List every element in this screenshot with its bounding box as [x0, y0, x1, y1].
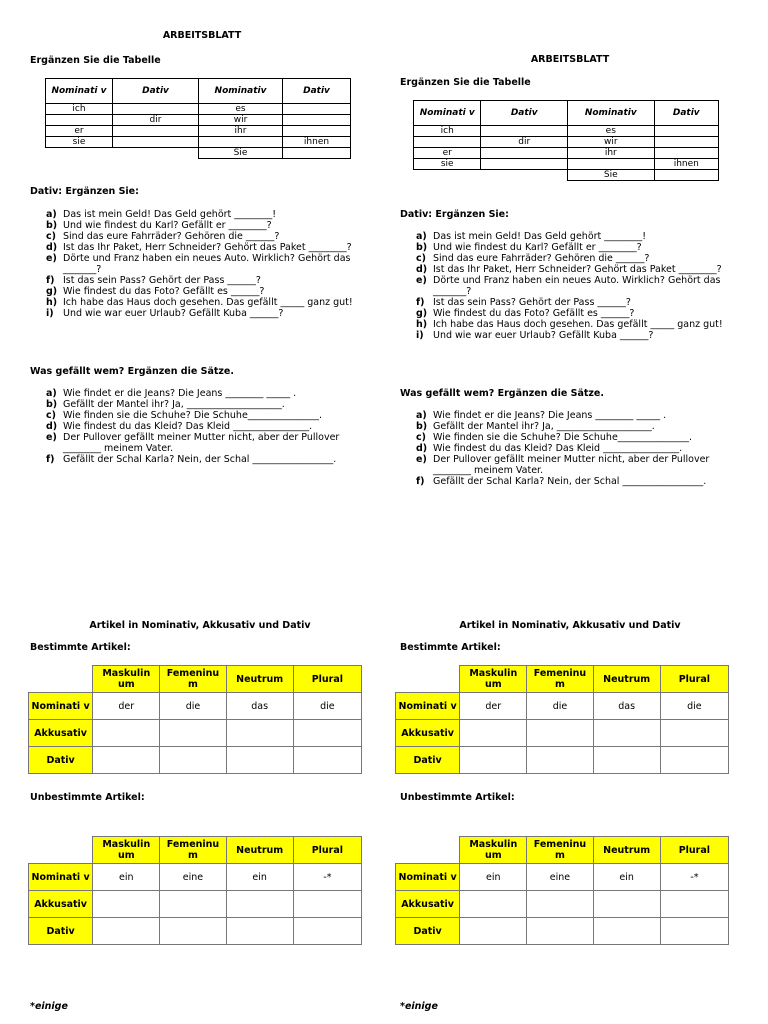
artikel-cell	[660, 891, 728, 918]
exercise-item: i) Und wie war euer Urlaub? Gefällt Kuba ______?	[46, 308, 284, 319]
dativ-exercise-list	[30, 209, 360, 319]
artikel-cell: die	[660, 693, 728, 720]
gefaellt-exercise-list	[400, 410, 736, 487]
exercise-item: b) Und wie findest du Karl? Gefällt er ________?	[46, 220, 272, 231]
pronoun-cell	[654, 126, 718, 137]
pronoun-cell	[414, 170, 481, 181]
artikel-cell	[93, 891, 160, 918]
exercise-item: e) Der Pullover gefällt meiner Mutter nicht, aber der Pullover ________ meinem Vater.	[416, 454, 710, 476]
exercise-item: a) Wie findet er die Jeans? Die Jeans ________ _____ .	[416, 410, 667, 421]
tabelle-heading: Ergänzen Sie die Tabelle	[30, 55, 161, 66]
artikel-cell	[293, 891, 361, 918]
pronoun-header: Dativ	[481, 101, 568, 126]
artikel-cell	[226, 918, 293, 945]
artikel-cell	[593, 720, 660, 747]
artikel-cell	[460, 891, 527, 918]
pronoun-cell	[46, 115, 113, 126]
exercise-item: e) Dörte und Franz haben ein neues Auto. Wirklich? Gehört das _______?	[416, 275, 721, 297]
artikel-cell	[460, 918, 527, 945]
pronoun-header: Dativ	[283, 79, 351, 104]
table-corner	[396, 837, 460, 864]
pronoun-cell: sie	[414, 159, 481, 170]
column-header: Femeninu m	[527, 666, 593, 693]
pronoun-cell	[481, 170, 568, 181]
exercise-item: a) Wie findet er die Jeans? Die Jeans ________ _____ .	[46, 388, 297, 399]
artikel-cell	[293, 747, 361, 774]
artikel-cell: ein	[93, 864, 160, 891]
exercise-item: c) Wie finden sie die Schuhe? Die Schuhe_______________.	[416, 432, 693, 443]
pronoun-cell	[283, 148, 351, 159]
footnote: *einige	[400, 1001, 438, 1012]
pronoun-cell: sie	[46, 137, 113, 148]
exercise-item: d) Wie findest du das Kleid? Das Kleid ________________.	[46, 421, 313, 432]
table-corner	[29, 837, 93, 864]
exercise-item: d) Ist das Ihr Paket, Herr Schneider? Gehört das Paket ________?	[46, 242, 352, 253]
column-header: Maskulin um	[460, 837, 527, 864]
pronoun-cell	[654, 148, 718, 159]
gefaellt-heading: Was gefällt wem? Ergänzen die Sätze.	[30, 366, 234, 377]
pronoun-cell	[283, 104, 351, 115]
row-header: Dativ	[29, 747, 93, 774]
pronoun-cell	[568, 159, 655, 170]
column-header: Neutrum	[593, 666, 660, 693]
artikel-cell	[660, 747, 728, 774]
artikel-cell	[226, 891, 293, 918]
exercise-item: e) Der Pullover gefällt meiner Mutter nicht, aber der Pullover ________ meinem Vater.	[46, 432, 340, 454]
unbestimmte-heading: Unbestimmte Artikel:	[30, 792, 145, 803]
artikel-cell	[593, 918, 660, 945]
pronoun-header: Nominativ	[199, 79, 283, 104]
pronoun-cell: ich	[46, 104, 113, 115]
pronoun-cell	[113, 126, 199, 137]
artikel-cell: eine	[160, 864, 226, 891]
column-header: Femeninu m	[527, 837, 593, 864]
row-header: Akkusativ	[29, 891, 93, 918]
exercise-item: h) Ich habe das Haus doch gesehen. Das gefällt _____ ganz gut!	[46, 297, 353, 308]
dativ-heading: Dativ: Ergänzen Sie:	[400, 209, 509, 220]
row-header: Nominati v	[29, 693, 93, 720]
artikel-cell: die	[527, 693, 593, 720]
table-corner	[29, 666, 93, 693]
artikel-cell	[226, 720, 293, 747]
artikel-cell	[527, 891, 593, 918]
artikel-cell	[527, 918, 593, 945]
exercise-item: f) Gefällt der Schal Karla? Nein, der Schal _________________.	[416, 476, 707, 487]
artikel-cell: der	[460, 693, 527, 720]
exercise-item: b) Gefällt der Mantel ihr? Ja, ____________________.	[416, 421, 655, 432]
column-header: Femeninu m	[160, 666, 226, 693]
column-header: Plural	[660, 666, 728, 693]
row-header: Nominati v	[396, 693, 460, 720]
row-header: Akkusativ	[396, 891, 460, 918]
exercise-item: d) Wie findest du das Kleid? Das Kleid ________________.	[416, 443, 683, 454]
bestimmte-heading: Bestimmte Artikel:	[400, 642, 501, 653]
column-header: Plural	[660, 837, 728, 864]
bestimmte-heading: Bestimmte Artikel:	[30, 642, 131, 653]
pronoun-cell: er	[46, 126, 113, 137]
unbestimmte-artikel-table	[28, 836, 362, 945]
pronoun-cell: wir	[199, 115, 283, 126]
pronoun-header: Nominati v	[414, 101, 481, 126]
footnote: *einige	[30, 1001, 68, 1012]
pronoun-header: Dativ	[654, 101, 718, 126]
artikel-cell	[527, 747, 593, 774]
column-header: Plural	[293, 837, 361, 864]
artikel-cell: das	[226, 693, 293, 720]
row-header: Akkusativ	[396, 720, 460, 747]
pronoun-cell	[283, 126, 351, 137]
pronoun-cell	[283, 115, 351, 126]
artikel-cell	[160, 918, 226, 945]
worksheet-title: ARBEITSBLATT	[162, 30, 242, 41]
artikel-cell	[226, 747, 293, 774]
dativ-exercise-list	[400, 231, 730, 341]
exercise-item: h) Ich habe das Haus doch gesehen. Das gefällt _____ ganz gut!	[416, 319, 723, 330]
artikel-cell	[293, 720, 361, 747]
tabelle-heading: Ergänzen Sie die Tabelle	[400, 77, 531, 88]
exercise-item: a) Das ist mein Geld! Das Geld gehört ________!	[46, 209, 277, 220]
exercise-item: f) Ist das sein Pass? Gehört der Pass ______?	[46, 275, 261, 286]
artikel-cell	[593, 747, 660, 774]
artikel-cell	[93, 918, 160, 945]
pronoun-header: Nominativ	[568, 101, 655, 126]
pronoun-cell	[113, 137, 199, 148]
gefaellt-exercise-list	[30, 388, 366, 465]
pronoun-cell	[654, 170, 718, 181]
dativ-heading: Dativ: Ergänzen Sie:	[30, 186, 139, 197]
pronoun-cell	[481, 159, 568, 170]
artikel-cell: ein	[593, 864, 660, 891]
unbestimmte-heading: Unbestimmte Artikel:	[400, 792, 515, 803]
row-header: Nominati v	[29, 864, 93, 891]
exercise-item: f) Ist das sein Pass? Gehört der Pass ______?	[416, 297, 631, 308]
artikel-cell	[160, 720, 226, 747]
gefaellt-heading: Was gefällt wem? Ergänzen die Sätze.	[400, 388, 604, 399]
pronoun-cell: es	[568, 126, 655, 137]
exercise-item: e) Dörte und Franz haben ein neues Auto. Wirklich? Gehört das _______?	[46, 253, 351, 275]
pronoun-cell: er	[414, 148, 481, 159]
pronoun-cell	[113, 104, 199, 115]
artikel-cell: das	[593, 693, 660, 720]
pronoun-cell: ich	[414, 126, 481, 137]
artikel-cell: eine	[527, 864, 593, 891]
pronoun-cell	[481, 148, 568, 159]
exercise-item: b) Und wie findest du Karl? Gefällt er ________?	[416, 242, 642, 253]
pronoun-table	[45, 78, 351, 159]
pronoun-cell	[113, 148, 199, 159]
column-header: Femeninu m	[160, 837, 226, 864]
artikel-cell	[527, 720, 593, 747]
pronoun-cell	[46, 148, 113, 159]
row-header: Dativ	[29, 918, 93, 945]
artikel-cell	[160, 891, 226, 918]
exercise-item: d) Ist das Ihr Paket, Herr Schneider? Gehört das Paket ________?	[416, 264, 722, 275]
pronoun-cell: ihr	[568, 148, 655, 159]
pronoun-cell	[414, 137, 481, 148]
row-header: Dativ	[396, 918, 460, 945]
row-header: Dativ	[396, 747, 460, 774]
pronoun-cell: ihr	[199, 126, 283, 137]
column-header: Plural	[293, 666, 361, 693]
artikel-cell: ein	[460, 864, 527, 891]
artikel-cell: der	[93, 693, 160, 720]
artikel-title: Artikel in Nominativ, Akkusativ und Dativ	[89, 620, 311, 631]
pronoun-cell: es	[199, 104, 283, 115]
artikel-cell: die	[293, 693, 361, 720]
artikel-cell	[160, 747, 226, 774]
artikel-cell: die	[160, 693, 226, 720]
exercise-item: c) Sind das eure Fahrräder? Gehören die ______?	[46, 231, 280, 242]
artikel-title: Artikel in Nominativ, Akkusativ und Dativ	[459, 620, 681, 631]
exercise-item: i) Und wie war euer Urlaub? Gefällt Kuba ______?	[416, 330, 654, 341]
artikel-cell	[460, 747, 527, 774]
artikel-cell	[93, 720, 160, 747]
column-header: Maskulin um	[93, 666, 160, 693]
pronoun-cell: dir	[113, 115, 199, 126]
row-header: Akkusativ	[29, 720, 93, 747]
bestimmte-artikel-table	[395, 665, 729, 774]
pronoun-cell: dir	[481, 137, 568, 148]
table-corner	[396, 666, 460, 693]
artikel-cell: -*	[660, 864, 728, 891]
exercise-item: c) Wie finden sie die Schuhe? Die Schuhe_______________.	[46, 410, 323, 421]
pronoun-cell	[654, 137, 718, 148]
column-header: Maskulin um	[460, 666, 527, 693]
row-header: Nominati v	[396, 864, 460, 891]
unbestimmte-artikel-table	[395, 836, 729, 945]
exercise-item: g) Wie findest du das Foto? Gefällt es ______?	[46, 286, 265, 297]
worksheet-title: ARBEITSBLATT	[530, 54, 610, 65]
pronoun-table	[413, 100, 719, 181]
artikel-cell	[293, 918, 361, 945]
artikel-cell	[660, 918, 728, 945]
exercise-item: c) Sind das eure Fahrräder? Gehören die ______?	[416, 253, 650, 264]
pronoun-cell: ihnen	[283, 137, 351, 148]
column-header: Neutrum	[226, 666, 293, 693]
exercise-item: f) Gefällt der Schal Karla? Nein, der Schal _________________.	[46, 454, 337, 465]
bestimmte-artikel-table	[28, 665, 362, 774]
pronoun-cell	[481, 126, 568, 137]
artikel-cell: ein	[226, 864, 293, 891]
column-header: Neutrum	[226, 837, 293, 864]
exercise-item: b) Gefällt der Mantel ihr? Ja, ____________________.	[46, 399, 285, 410]
pronoun-cell	[199, 137, 283, 148]
exercise-item: g) Wie findest du das Foto? Gefällt es ______?	[416, 308, 635, 319]
artikel-cell	[593, 891, 660, 918]
exercise-item: a) Das ist mein Geld! Das Geld gehört ________!	[416, 231, 647, 242]
pronoun-cell: Sie	[568, 170, 655, 181]
pronoun-header: Nominati v	[46, 79, 113, 104]
artikel-cell	[93, 747, 160, 774]
pronoun-cell: wir	[568, 137, 655, 148]
artikel-cell: -*	[293, 864, 361, 891]
pronoun-cell: ihnen	[654, 159, 718, 170]
column-header: Neutrum	[593, 837, 660, 864]
pronoun-header: Dativ	[113, 79, 199, 104]
artikel-cell	[460, 720, 527, 747]
column-header: Maskulin um	[93, 837, 160, 864]
pronoun-cell: Sie	[199, 148, 283, 159]
artikel-cell	[660, 720, 728, 747]
